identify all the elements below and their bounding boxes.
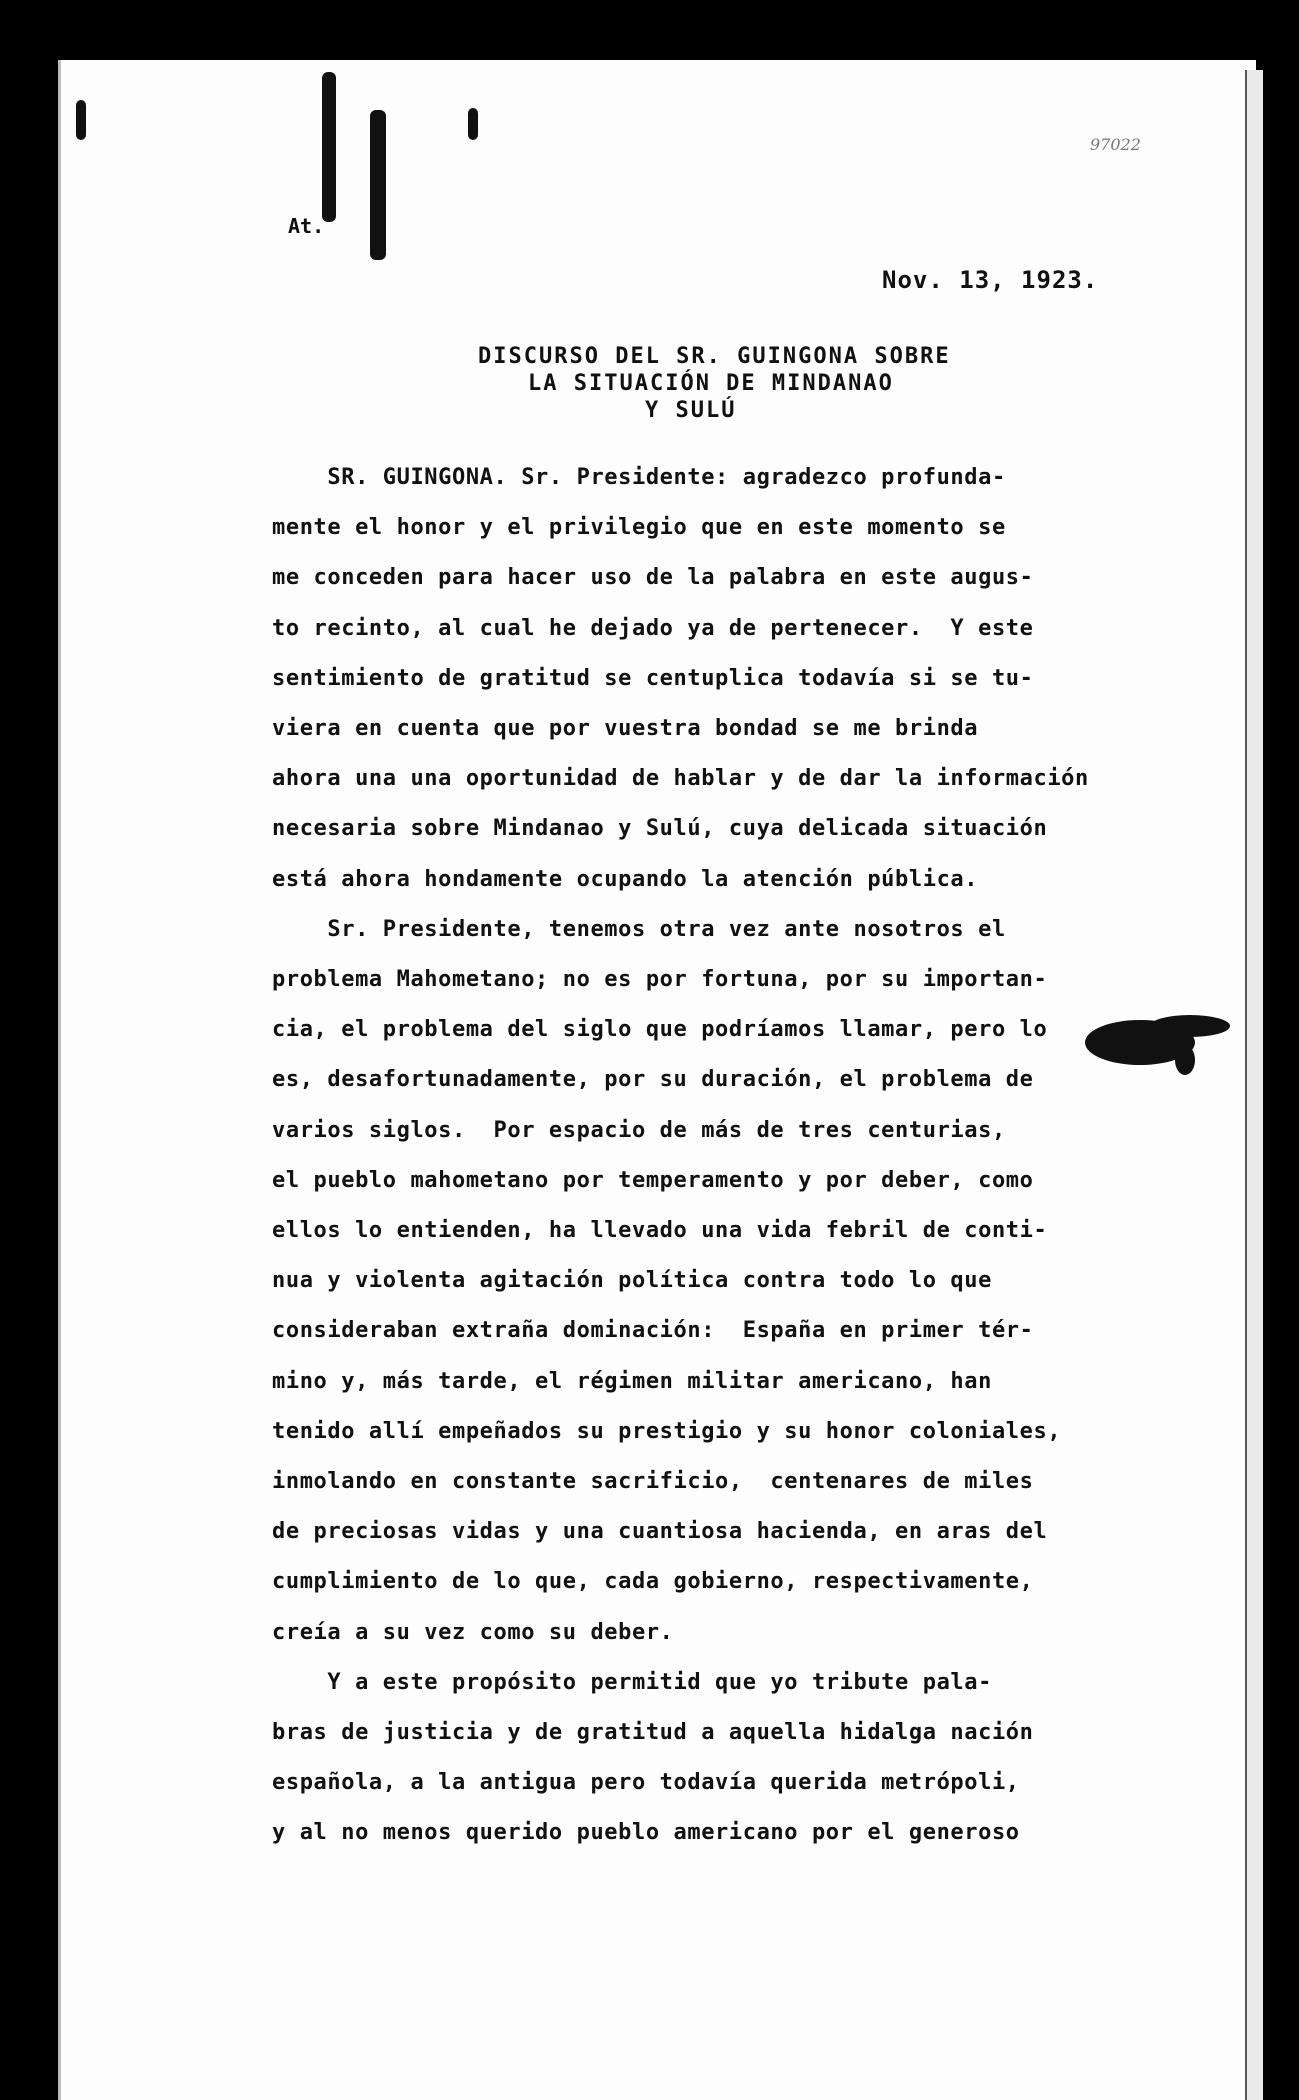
body-line: española, a la antigua pero todavía querida metrópoli, (272, 1770, 1020, 1796)
body-line: bras de justicia y de gratitud a aquella hidalga nación (272, 1720, 1034, 1745)
document-date: Nov. 13, 1923. (882, 266, 1099, 294)
title-line-2: LA SITUACIÓN DE MINDANAO (528, 371, 894, 396)
body-line: nua y violenta agitación política contra todo lo que (272, 1268, 992, 1294)
binder-clip (468, 108, 478, 140)
body-line: Sr. Presidente, tenemos otra vez ante nosotros el (272, 916, 1006, 942)
body-line: consideraban extraña dominación: España en primer tér- (272, 1318, 1034, 1344)
body-line: mente el honor y el privilegio que en este momento se (272, 515, 1006, 541)
body-line: mino y, más tarde, el régimen militar americano, han (272, 1368, 992, 1394)
body-line: cumplimiento de lo que, cada gobierno, respectivamente, (272, 1569, 1034, 1595)
document-marker: At. (288, 214, 325, 238)
body-line: viera en cuenta que por vuestra bondad se me brinda (272, 716, 979, 741)
body-line: es, desafortunadamente, por su duración, el problema de (272, 1067, 1034, 1093)
body-line: creía a su vez como su deber. (272, 1619, 674, 1645)
ink-blot (1150, 1015, 1230, 1037)
ink-blot (1175, 1045, 1195, 1075)
body-line: cia, el problema del siglo que podríamos llamar, pero lo (272, 1017, 1048, 1043)
punch-mark (76, 100, 86, 140)
body-line: el pueblo mahometano por temperamento y por deber, como (272, 1167, 1034, 1193)
body-line: ahora una una oportunidad de hablar y de dar la información (272, 766, 1089, 792)
body-line: varios siglos. Por espacio de más de tres centurias, (272, 1117, 1006, 1143)
page-edge (1245, 70, 1263, 2100)
title-line-3: Y SULÚ (645, 398, 737, 423)
body-line: to recinto, al cual he dejado ya de pertenecer. Y este (272, 615, 1034, 641)
binder-fastener-right (370, 110, 386, 260)
body-line: de preciosas vidas y una cuantiosa hacienda, en aras del (272, 1519, 1048, 1545)
binder-fastener-left (322, 72, 336, 222)
body-line: Y a este propósito permitid que yo tribute pala- (272, 1669, 992, 1695)
body-line: inmolando en constante sacrificio, centenares de miles (272, 1469, 1034, 1494)
body-line: tenido allí empeñados su prestigio y su honor coloniales, (272, 1418, 1062, 1444)
body-line: está ahora hondamente ocupando la atención pública. (272, 866, 979, 892)
body-line: problema Mahometano; no es por fortuna, por su importan- (272, 967, 1048, 992)
body-line: necesaria sobre Mindanao y Sulú, cuya delicada situación (272, 816, 1048, 842)
body-line: me conceden para hacer uso de la palabra en este augus- (272, 565, 1034, 591)
body-line: sentimiento de gratitud se centuplica todavía si se tu- (272, 665, 1034, 691)
margin-annotation: 97022 (1090, 135, 1141, 154)
body-line: ellos lo entienden, ha llevado una vida febril de conti- (272, 1218, 1048, 1243)
body-line: SR. GUINGONA. Sr. Presidente: agradezco profunda- (272, 465, 1006, 490)
title-line-1: DISCURSO DEL SR. GUINGONA SOBRE (478, 344, 951, 369)
body-line: y al no menos querido pueblo americano por el generoso (272, 1820, 1020, 1846)
